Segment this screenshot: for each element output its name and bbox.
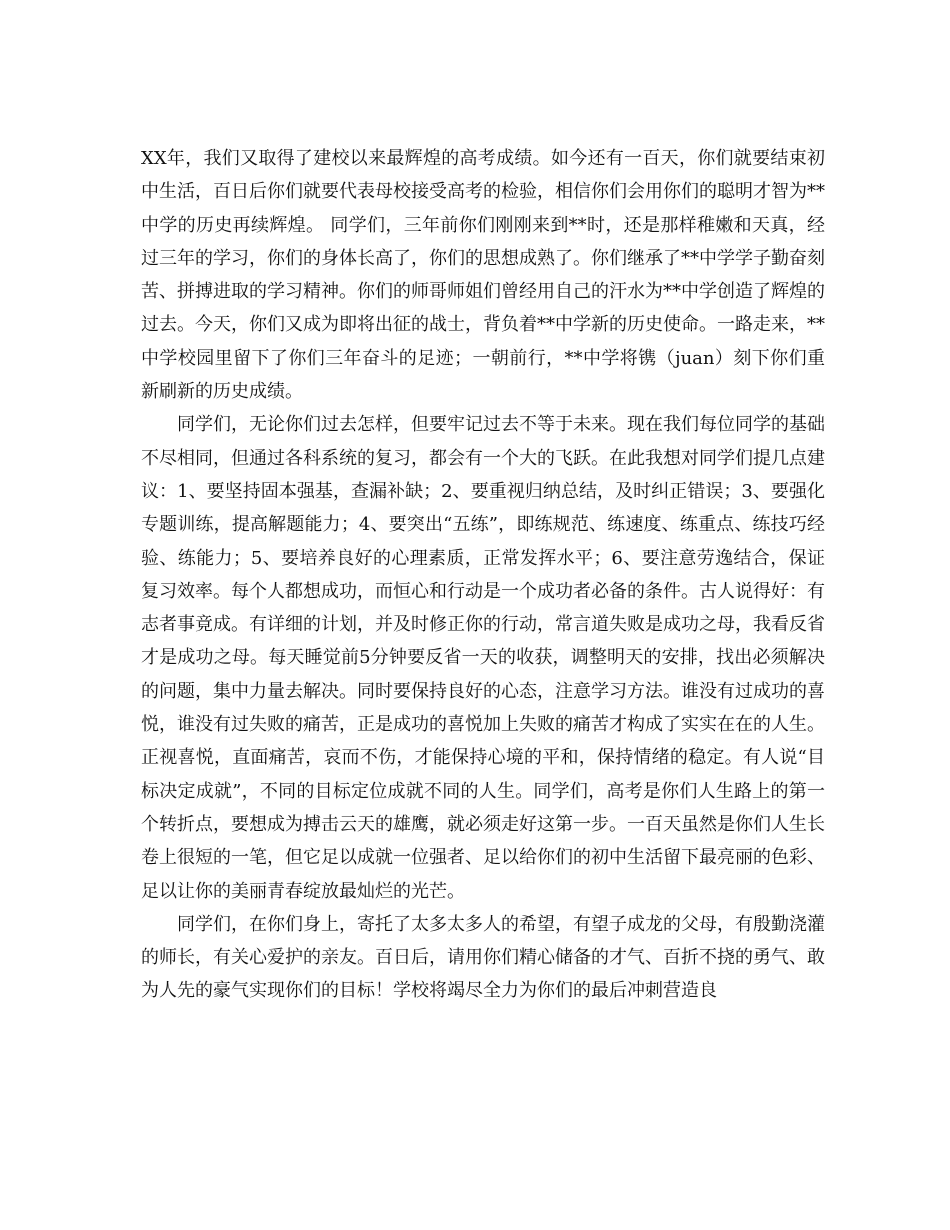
paragraph-3: 同学们，在你们身上，寄托了太多太多人的希望，有望子成龙的父母，有殷勤浇灌的师长，有关心爱护的亲友。百日后，请用你们精心储备的才气、百折不挠的勇气、敢为人先的豪气实现你们的目标！学校将竭尽全力为你们的最后冲刺营造良 [141,913,825,1002]
paragraph-1: XX年，我们又取得了建校以来最辉煌的高考成绩。如今还有一百天，你们就要结束初中生活，百日后你们就要代表母校接受高考的检验，相信你们会用你们的聪明才智为**中学的历史再续辉煌。 同学们，三年前你们刚刚来到**时，还是那样稚嫩和天真，经过三年的学习，你们的身体长高了，你们的思想成熟了。你们继承了**中学学子勤奋刻苦、拼搏进取的学习精神。你们的师哥师姐们曾经用自己的汗水为**中学创造了辉煌的过去。今天，你们又成为即将出征的战士，背负着**中学新的历史使命。一路走来，**中学校园里留下了你们三年奋斗的足迹；一朝前行，**中学将镌（juan）刻下你们重新刷新的历史成绩。 [141,148,825,403]
paragraph-2: 同学们，无论你们过去怎样，但要牢记过去不等于未来。现在我们每位同学的基础不尽相同，但通过各科系统的复习，都会有一个大的飞跃。在此我想对同学们提几点建议：1、要坚持固本强基，查漏补缺；2、要重视归纳总结，及时纠正错误；3、要强化专题训练，提高解题能力；4、要突出“五练”，即练规范、练速度、练重点、练技巧经验、练能力；5、要培养良好的心理素质，正常发挥水平；6、要注意劳逸结合，保证复习效率。每个人都想成功，而恒心和行动是一个成功者必备的条件。古人说得好：有志者事竟成。有详细的计划，并及时修正你的行动，常言道失败是成功之母，我看反省才是成功之母。每天睡觉前5分钟要反省一天的收获，调整明天的安排，找出必须解决的问题，集中力量去解决。同时要保持良好的心态，注意学习方法。谁没有过成功的喜悦，谁没有过失败的痛苦，正是成功的喜悦加上失败的痛苦才构成了实实在在的人生。正视喜悦，直面痛苦，哀而不伤，才能保持心境的平和，保持情绪的稳定。有人说“目标决定成就”，不同的目标定位成就不同的人生。同学们，高考是你们人生路上的第一个转折点，要想成为搏击云天的雄鹰，就必须走好这第一步。一百天虽然是你们人生长卷上很短的一笔，但它足以成就一位强者、足以给你们的初中生活留下最亮丽的色彩、足以让你的美丽青春绽放最灿烂的光芒。 [141,414,825,902]
document-body [141,142,825,1008]
